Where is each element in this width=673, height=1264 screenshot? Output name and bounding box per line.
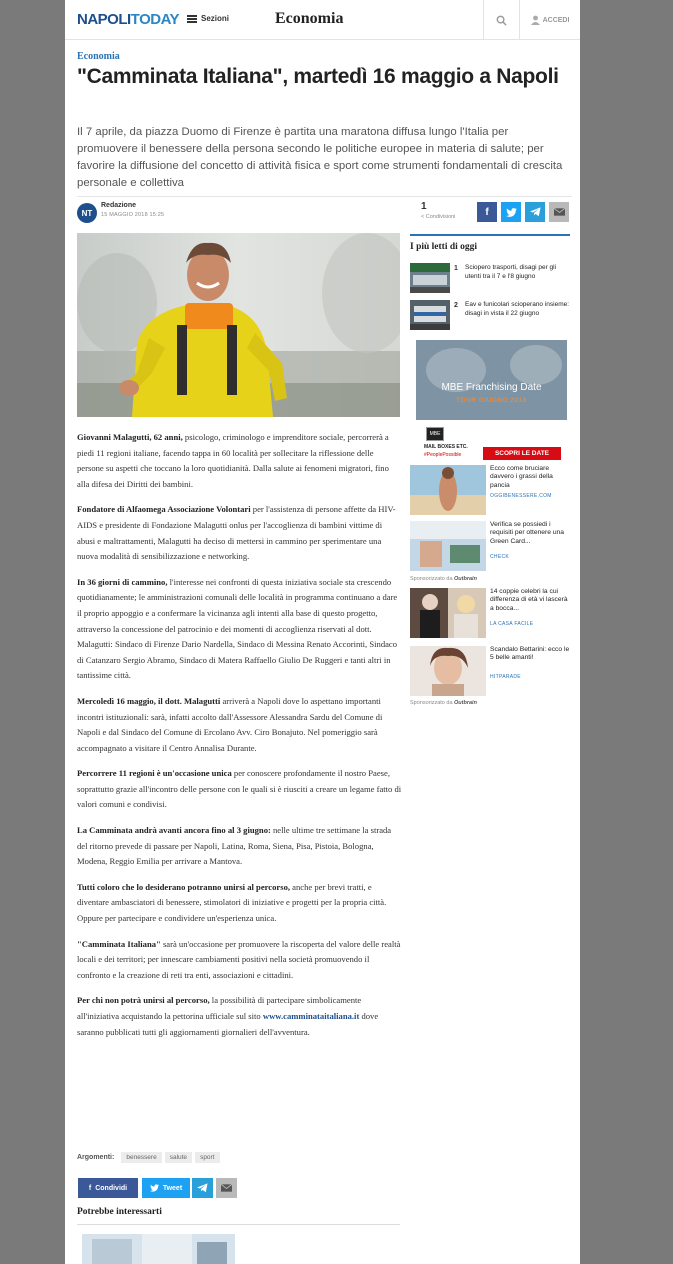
facebook-share-label: Condividi (95, 1184, 128, 1192)
paragraph-text: dove saranno pubblicati tutti gli aggiornamenti giornalieri dell'avventura. (77, 1011, 379, 1037)
sponsored-item[interactable] (410, 588, 570, 640)
ad-cta-button[interactable]: SCOPRI LE DATE (483, 447, 561, 460)
telegram-share-bottom-button[interactable] (192, 1178, 213, 1198)
mbe-logo: MBE (426, 427, 444, 441)
login-label: ACCEDI (542, 16, 570, 24)
paragraph-lead: Per chi non potrà unirsi al percorso, (77, 995, 210, 1006)
most-read-item[interactable] (410, 300, 570, 334)
most-read-headline: Eav e funicolari scioperano insieme: disagi in vista il 22 giugno (465, 301, 570, 317)
facebook-icon: f (88, 1184, 92, 1192)
article-paragraph (77, 575, 402, 684)
website-link[interactable]: www.camminataitaliana.it (262, 1011, 360, 1021)
facebook-icon: f (485, 206, 489, 218)
ad-subtitle: TOUR GIUGNO 2018 (456, 397, 527, 404)
section-title[interactable]: Economia (275, 10, 344, 27)
facebook-share-bottom-button[interactable] (78, 1178, 138, 1198)
sponsored-thumbnail (410, 588, 486, 638)
paragraph-text: la possibilità di partecipare simbolicamente all'iniziativa acquistando la pettorina ufficiale sul sito (77, 995, 362, 1021)
paragraph-text: per l'assistenza di persone affette da HIV-AIDS e presidente di Fondazione Malagutti onlus per l'accoglienza di bambini vittime di abusi e maltrattamenti, Malagutti ha deciso di mettersi in cammino per sperimentare una nuova modalità di sensibilizzazione e networking. (77, 504, 396, 562)
related-thumbnail[interactable] (82, 1234, 235, 1264)
outbrain-brand: Outbrain (454, 700, 477, 706)
author-avatar: NT (77, 203, 97, 223)
paragraph-text: per conoscere profondamente il nostro Paese, soprattutto grazie all'incontro delle persone con le quali si è riusciti a creare un legame fatto di valori comuni e condivisi. (77, 768, 402, 810)
article-category[interactable]: Economia (77, 51, 120, 62)
paragraph-text: anche per brevi tratti, e diventare ambasciatori di benessere, stimolatori di iniziative e progetti per la propria città. Oppure per partecipare e condividere un'esperienza unica. (77, 881, 387, 924)
twitter-share-label: Tweet (162, 1184, 183, 1192)
sponsored-source: HITPARADE (490, 674, 521, 680)
paragraph-lead: Fondatore di Alfaomega Associazione Volontari (77, 504, 251, 515)
sponsored-thumbnail (410, 646, 486, 696)
paragraph-lead: La Camminata andrà avanti ancora fino al 3 giugno: (77, 825, 271, 836)
article-paragraph (77, 823, 402, 870)
related-divider (77, 1224, 400, 1225)
article-meta (77, 196, 572, 230)
most-read-headline: Sciopero trasporti, disagi per gli utenti tra il 7 e l'8 giugno (465, 264, 557, 280)
article-photo (77, 233, 400, 417)
hamburger-icon (187, 15, 197, 23)
logo-part-2: TODAY (130, 11, 180, 28)
paragraph-text: arriverà a Napoli dove lo aspettano importanti incontri istituzionali: sarà, infatti accolto dall'Assessore Alessandra Sardu del Comune di Napoli e dal Sindaco del Comune di Ercolano Avv. Ciro Bonajuto. Nel pomeriggio sarà accompagnato a visitare il Centro Annalisa Durante. (77, 695, 383, 753)
twitter-share-button[interactable] (501, 202, 521, 222)
sponsored-by-text: Sponsorizzato da (410, 576, 453, 582)
tags-label: Argomenti: (77, 1154, 115, 1161)
paragraph-lead: Giovanni Malagutti, 62 anni, (77, 432, 183, 442)
article-title: "Camminata Italiana", martedì 16 maggio a Napoli (77, 65, 559, 88)
ad-title: MBE Franchising Date (441, 382, 542, 393)
paragraph-text: sarà un'occasione per promuovere la riscoperta del valore delle realtà locali e dei territori; per innescare cambiamenti positivi nella società promuovendo il confronto e la creazione di reti tra enti, associazioni e cittadini. (77, 938, 401, 980)
outbrain-label[interactable] (410, 576, 477, 582)
mbe-advertisement[interactable] (416, 340, 567, 465)
ad-brand: MAIL BOXES ETC. (424, 444, 468, 450)
search-button[interactable] (483, 0, 519, 40)
email-share-button[interactable] (549, 202, 569, 222)
envelope-icon (221, 1184, 232, 1192)
sponsored-headline: Scandalo Bettarini: ecco le 5 belle amanti! (490, 646, 570, 662)
paragraph-lead: Percorrere 11 regioni è un'occasione unica (77, 768, 232, 779)
sponsored-headline: Ecco come bruciare davvero i grassi della pancia (490, 465, 553, 489)
paragraph-lead: "Camminata Italiana" (77, 938, 161, 949)
logo-part-1: NAPOLI (77, 11, 131, 28)
telegram-icon (197, 1183, 208, 1193)
outbrain-label[interactable] (410, 700, 477, 706)
author-name[interactable]: Redazione (101, 202, 137, 209)
page (65, 0, 580, 1264)
tag-salute[interactable]: salute (165, 1152, 192, 1163)
sponsored-item[interactable] (410, 646, 570, 698)
most-read-title: I più letti di oggi (410, 234, 570, 258)
telegram-icon (530, 207, 541, 217)
paragraph-lead: In 36 giorni di cammino, (77, 576, 168, 587)
sponsored-source: OGGIBENESSERE.COM (490, 493, 552, 499)
login-button[interactable] (519, 0, 580, 40)
most-read-thumbnail (410, 263, 450, 293)
sponsored-headline: Verifica se possiedi i requisiti per ottenere una Green Card... (490, 521, 564, 545)
site-logo[interactable] (77, 11, 179, 28)
twitter-share-bottom-button[interactable] (142, 1178, 190, 1198)
sponsored-source: LA CASA FACILE (490, 621, 534, 627)
telegram-share-button[interactable] (525, 202, 545, 222)
most-read-item[interactable] (410, 263, 570, 297)
article-paragraph (77, 993, 402, 1040)
sponsored-thumbnail (410, 521, 486, 571)
article-paragraph (77, 694, 402, 756)
article-paragraph (77, 430, 402, 492)
related-title: Potrebbe interessarti (77, 1207, 162, 1217)
user-icon (531, 15, 540, 25)
article-paragraph (77, 766, 402, 813)
sidebar (410, 234, 570, 706)
site-header (65, 0, 580, 40)
paragraph-lead: Mercoledì 16 maggio, il dott. Malagutti (77, 695, 221, 706)
most-read-rank: 2 (454, 302, 458, 309)
paragraph-text: psicologo, criminologo e imprenditore sociale, percorrerà a piedi 11 regioni italiane, facendo tappa in 60 località per sollecitare la riflessione delle persone su aspetti che toccano la loro quotidianità. Dalla salute ai fenomeni migratori, fino alla difesa dei Diritti dei bambini. (77, 432, 389, 489)
facebook-share-button[interactable] (477, 202, 497, 222)
runner-photo (77, 233, 400, 417)
twitter-icon (150, 1184, 159, 1192)
menu-label: Sezioni (201, 14, 230, 23)
article-paragraph (77, 502, 402, 564)
paragraph-text: nelle ultime tre settimane la strada del ritorno prevede di passare per Napoli, Latina, Roma, Siena, Pisa, Pistoia, Bologna, Modena, Reggio Emilia per arrivare a Mantova. (77, 825, 392, 867)
search-icon (496, 15, 507, 26)
publish-date: 15 MAGGIO 2018 15:25 (101, 212, 165, 218)
tag-benessere[interactable]: benessere (121, 1152, 161, 1163)
article-body (77, 430, 402, 1050)
article-tags (77, 1152, 220, 1163)
sponsored-item[interactable] (410, 465, 570, 517)
paragraph-lead: Tutti coloro che lo desiderano potranno unirsi al percorso, (77, 881, 291, 892)
outbrain-brand: Outbrain (454, 576, 477, 582)
tag-sport[interactable]: sport (195, 1152, 219, 1163)
sponsored-headline: 14 coppie celebri la cui differenza di età vi lascerà a bocca... (490, 588, 568, 612)
most-read-thumbnail (410, 300, 450, 330)
share-count-label: < Condivisioni (421, 214, 456, 220)
share-label-text: Condivisioni (425, 214, 456, 220)
most-read-rank: 1 (454, 265, 458, 272)
related-image (82, 1234, 235, 1264)
sponsored-by-text: Sponsorizzato da (410, 700, 453, 706)
sponsored-source: CHECK (490, 554, 510, 560)
sponsored-thumbnail (410, 465, 486, 515)
menu-button[interactable] (187, 14, 229, 23)
paragraph-text: l'interesse nei confronti di questa iniziativa sociale sta crescendo quotidianamente; le amministrazioni comunali delle località in programma continuano a dare il proprio appoggio e a confermare la vicinanza agli intenti alla base di questo progetto, attraverso la concessione del patrocinio e dei momenti di accoglienza riservati al dott. Malagutti: Sindaco di Firenze Dario Nardella, Sindaco di Messina Renato Accorinti, Sindaco di Catanzaro Sergio Abramo, Sindaco di Matera Raffaello Giulio De Ruggeri e tanti altri in tantissime città. (77, 576, 398, 681)
article-paragraph (77, 937, 402, 984)
envelope-icon (554, 208, 565, 216)
ad-hashtag: #PeoplePossible (424, 452, 462, 458)
email-share-bottom-button[interactable] (216, 1178, 237, 1198)
sponsored-item[interactable] (410, 521, 570, 573)
article-paragraph (77, 880, 402, 927)
twitter-icon (506, 208, 517, 217)
share-count: 1 (421, 201, 427, 212)
article-summary: Il 7 aprile, da piazza Duomo di Firenze è partita una maratona diffusa lungo l'Italia per promuovere il benessere della persona secondo le politiche europee in materia di salute; per favorire la diffusione del concetto di attività fisica e sport come strumenti fondamentali di crescita personale e collettiva (77, 126, 563, 189)
